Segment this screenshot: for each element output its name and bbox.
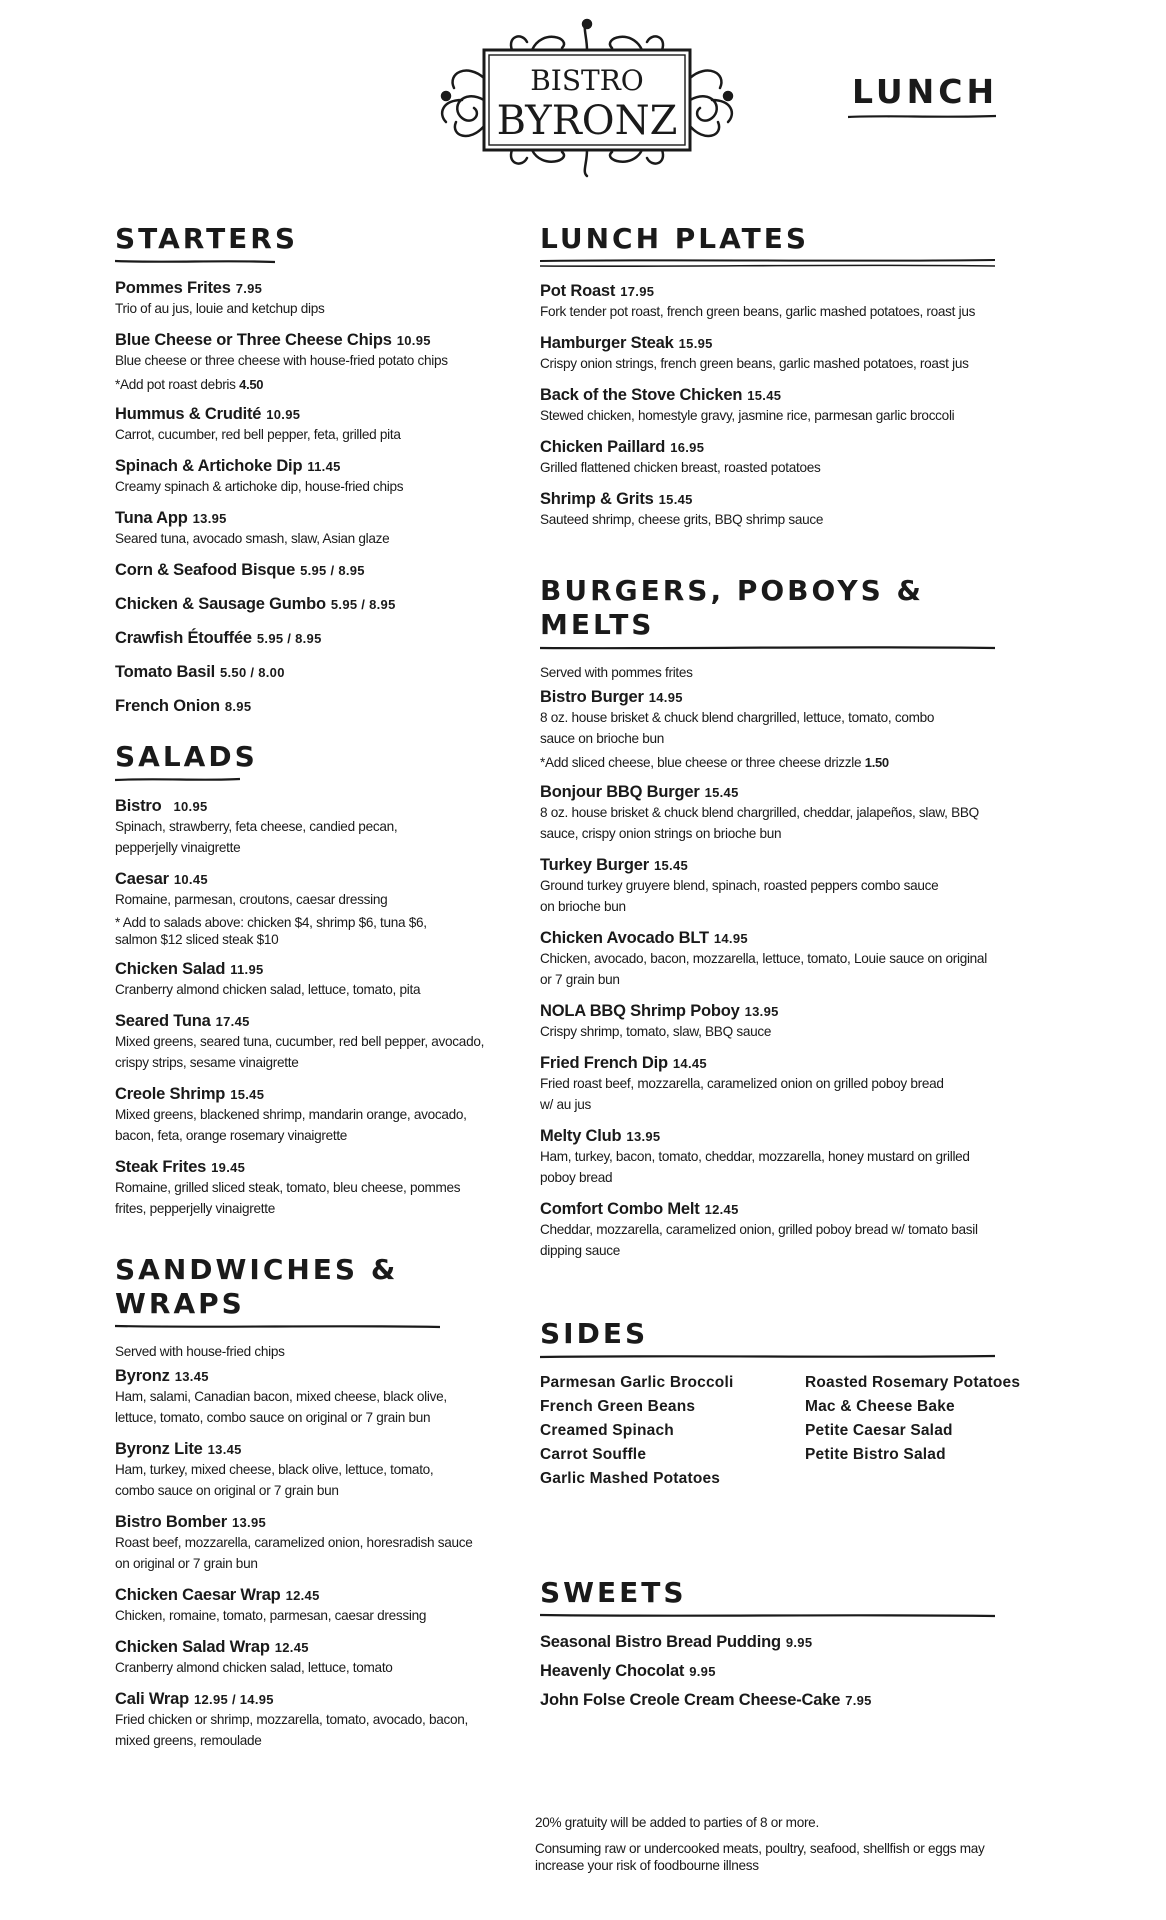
menu-item [115, 331, 495, 393]
menu-item [540, 783, 1010, 844]
menu-item [540, 1662, 1010, 1681]
menu-item [540, 929, 1010, 990]
menu-item [115, 1158, 495, 1219]
sides-title: SIDES [540, 1317, 649, 1350]
item-name: Pot Roast [540, 282, 616, 300]
item-desc: Ham, salami, Canadian bacon, mixed cheese, black olive, lettuce, tomato, combo sauce on original or 7 grain bun [115, 1389, 447, 1425]
item-name: NOLA BBQ Shrimp Poboy [540, 1002, 740, 1020]
menu-item [115, 1586, 495, 1626]
item-name: Melty Club [540, 1127, 622, 1145]
burgers-title: BURGERS, POBOYS & MELTS [540, 574, 924, 641]
item-name: Caesar [115, 870, 169, 888]
sandwiches-title: SANDWICHES & WRAPS [115, 1253, 399, 1320]
section-underline [115, 1323, 440, 1330]
item-desc: Trio of au jus, louie and ketchup dips [115, 301, 325, 316]
lunch-plates-section [540, 222, 1010, 530]
menu-item [115, 870, 495, 948]
item-desc: Cranberry almond chicken salad, lettuce, tomato [115, 1660, 393, 1675]
item-price: 8.95 [224, 699, 252, 714]
item-desc: 8 oz. house brisket & chuck blend chargrilled, lettuce, tomato, combo sauce on brioche bun [540, 710, 935, 746]
side-item: Petite Caesar Salad [805, 1422, 953, 1439]
item-desc: Chicken, romaine, tomato, parmesan, caesar dressing [115, 1608, 427, 1623]
sweets-title: SWEETS [540, 1576, 687, 1609]
menu-item [540, 438, 1010, 478]
menu-item [540, 1054, 1010, 1115]
sides-section [540, 1317, 1021, 1488]
item-desc: Ham, turkey, bacon, tomato, cheddar, mozzarella, honey mustard on grilled poboy bread [540, 1149, 970, 1185]
menu-item [115, 1513, 495, 1574]
item-name: Fried French Dip [540, 1054, 668, 1072]
item-price: 14.45 [672, 1056, 707, 1071]
item-desc: Crispy onion strings, french green beans, garlic mashed potatoes, roast jus [540, 356, 969, 371]
item-price: 13.45 [174, 1369, 209, 1384]
item-name: Back of the Stove Chicken [540, 386, 743, 404]
menu-title: LUNCH [852, 72, 999, 111]
section-underline [540, 644, 995, 651]
item-price: 7.95 [235, 281, 263, 296]
item-name: Bistro [115, 797, 162, 815]
item-name: Heavenly Chocolat [540, 1662, 685, 1680]
menu-item [115, 1012, 495, 1073]
section-underline [540, 258, 995, 268]
menu-item [115, 405, 495, 445]
item-desc: Roast beef, mozzarella, caramelized onion, horesradish sauce on original or 7 grain bun [115, 1535, 473, 1571]
note-text: *Add sliced cheese, blue cheese or three cheese drizzle [540, 755, 862, 770]
item-note [115, 376, 495, 393]
item-price: 9.95 [785, 1635, 813, 1650]
item-price: 17.95 [620, 284, 655, 299]
lunch-plates-title: LUNCH PLATES [540, 222, 809, 255]
menu-item [115, 629, 495, 648]
side-item: Garlic Mashed Potatoes [540, 1470, 721, 1487]
item-price: 5.50 / 8.00 [219, 665, 285, 680]
item-name: Chicken & Sausage Gumbo [115, 595, 326, 613]
item-price: 13.95 [192, 511, 227, 526]
menu-item [115, 1085, 495, 1146]
item-desc: Mixed greens, blackened shrimp, mandarin orange, avocado, bacon, feta, orange rosemary vinaigrette [115, 1107, 467, 1143]
section-underline [540, 1612, 995, 1619]
logo-line2: BYRONZ [496, 98, 678, 144]
item-name: Comfort Combo Melt [540, 1200, 700, 1218]
item-price: 15.45 [230, 1087, 265, 1102]
item-price: 14.95 [713, 931, 748, 946]
gratuity-note: 20% gratuity will be added to parties of 8 or more. [535, 1815, 819, 1830]
menu-item [115, 797, 495, 858]
note-text: *Add pot roast debris [115, 377, 236, 392]
item-price: 15.45 [653, 858, 689, 873]
item-desc: Cranberry almond chicken salad, lettuce, tomato, pita [115, 982, 421, 997]
note-price: 4.50 [239, 377, 264, 392]
item-desc: Fork tender pot roast, french green beans, garlic mashed potatoes, roast jus [540, 304, 976, 319]
item-name: French Onion [115, 697, 220, 715]
item-price: 10.95 [266, 407, 301, 422]
sweets-section [540, 1576, 1010, 1710]
item-name: Tuna App [115, 509, 188, 527]
menu-item [115, 457, 495, 497]
menu-item [115, 1690, 495, 1751]
section-underline [115, 776, 240, 783]
item-price: 12.95 / 14.95 [194, 1692, 274, 1707]
side-item: Parmesan Garlic Broccoli [540, 1374, 734, 1391]
item-desc: Ham, turkey, mixed cheese, black olive, lettuce, tomato, combo sauce on original or 7 grain bun [115, 1462, 434, 1498]
item-desc: Spinach, strawberry, feta cheese, candied pecan, pepperjelly vinaigrette [115, 819, 398, 855]
item-price: 14.95 [648, 690, 683, 705]
menu-item [115, 595, 495, 614]
item-price: 9.95 [689, 1664, 716, 1679]
item-desc: Cheddar, mozzarella, caramelized onion, grilled poboy bread w/ tomato basil dipping sauce [540, 1222, 978, 1258]
menu-item [115, 1638, 495, 1678]
item-price: 15.95 [678, 336, 713, 351]
item-desc: Fried roast beef, mozzarella, caramelized onion on grilled poboy bread w/ au jus [540, 1076, 944, 1112]
item-desc: Stewed chicken, homestyle gravy, jasmine rice, parmesan garlic broccoli [540, 408, 955, 423]
item-desc: Grilled flattened chicken breast, roasted potatoes [540, 460, 821, 475]
side-item: Roasted Rosemary Potatoes [805, 1374, 1021, 1391]
sandwiches-section [115, 1253, 495, 1751]
menu-item [540, 1002, 1010, 1042]
left-column [115, 222, 495, 1763]
item-name: Steak Frites [115, 1158, 207, 1176]
item-desc: Ground turkey gruyere blend, spinach, roasted peppers combo sauce on brioche bun [540, 878, 939, 914]
item-name: Turkey Burger [540, 856, 649, 874]
menu-item [540, 856, 1010, 917]
item-name: John Folse Creole Cream Cheese-Cake [540, 1691, 841, 1709]
menu-item [115, 279, 495, 319]
item-price: 11.95 [230, 962, 264, 977]
served-with: Served with pommes frites [540, 665, 693, 680]
item-name: Shrimp & Grits [540, 490, 654, 508]
item-price: 7.95 [845, 1693, 872, 1708]
item-name: Chicken Salad [115, 960, 226, 978]
item-price: 12.45 [274, 1640, 309, 1655]
item-price: 11.45 [307, 459, 341, 474]
starters-section [115, 222, 495, 716]
item-price: 12.45 [704, 1202, 739, 1217]
logo-line1: BISTRO [530, 64, 644, 97]
item-price: 15.45 [747, 388, 782, 403]
item-desc: Romaine, grilled sliced steak, tomato, bleu cheese, pommes frites, pepperjelly vinaigrette [115, 1180, 461, 1216]
health-warning: Consuming raw or undercooked meats, poultry, seafood, shellfish or eggs may increase your risk of foodbourne illness [535, 1841, 985, 1873]
item-name: Byronz Lite [115, 1440, 203, 1458]
footer [535, 1814, 1015, 1874]
menu-item [540, 1691, 1010, 1710]
item-name: Seasonal Bistro Bread Pudding [540, 1633, 781, 1651]
menu-item [540, 1633, 1010, 1652]
item-price: 15.45 [704, 785, 739, 800]
menu-item [115, 509, 495, 549]
bistro-byronz-logo [432, 18, 742, 178]
side-item: Creamed Spinach [540, 1422, 674, 1439]
item-name: Chicken Paillard [540, 438, 666, 456]
item-name: Crawfish Étouffée [115, 629, 252, 647]
menu-item [115, 663, 495, 682]
note-price: 1.50 [864, 755, 889, 770]
section-underline [540, 1353, 995, 1360]
item-name: Blue Cheese or Three Cheese Chips [115, 331, 392, 349]
item-name: Bonjour BBQ Burger [540, 783, 700, 801]
menu-item [540, 1127, 1010, 1188]
item-name: Hummus & Crudité [115, 405, 262, 423]
item-price: 19.45 [211, 1160, 246, 1175]
salads-title: SALADS [115, 740, 258, 773]
item-price: 10.95 [396, 333, 431, 348]
item-name: Byronz [115, 1367, 170, 1385]
item-name: Corn & Seafood Bisque [115, 561, 296, 579]
side-item: Petite Bistro Salad [805, 1446, 946, 1463]
side-item: French Green Beans [540, 1398, 696, 1415]
burgers-section [540, 574, 1010, 1261]
item-name: Pommes Frites [115, 279, 231, 297]
item-note [540, 754, 1010, 771]
menu-item [540, 1200, 1010, 1261]
item-name: Seared Tuna [115, 1012, 211, 1030]
item-desc: Mixed greens, seared tuna, cucumber, red bell pepper, avocado, crispy strips, sesame vinaigrette [115, 1034, 485, 1070]
item-price: 13.45 [207, 1442, 242, 1457]
item-price: 13.95 [232, 1515, 267, 1530]
item-note: * Add to salads above: chicken $4, shrimp $6, tuna $6, salmon $12 sliced steak $10 [115, 915, 427, 947]
item-price: 12.45 [285, 1588, 320, 1603]
item-name: Creole Shrimp [115, 1085, 226, 1103]
item-desc: Seared tuna, avocado smash, slaw, Asian glaze [115, 531, 390, 546]
item-desc: Fried chicken or shrimp, mozzarella, tomato, avocado, bacon, mixed greens, remoulade [115, 1712, 468, 1748]
item-name: Chicken Salad Wrap [115, 1638, 270, 1656]
salads-section [115, 740, 495, 1219]
item-desc: Chicken, avocado, bacon, mozzarella, lettuce, tomato, Louie sauce on original or 7 grain bun [540, 951, 987, 987]
item-name: Cali Wrap [115, 1690, 189, 1708]
menu-item [540, 490, 1010, 530]
item-price: 10.45 [173, 872, 208, 887]
item-name: Tomato Basil [115, 663, 215, 681]
menu-item [540, 334, 1010, 374]
item-name: Hamburger Steak [540, 334, 674, 352]
item-price: 13.95 [626, 1129, 661, 1144]
item-desc: Sauteed shrimp, cheese grits, BBQ shrimp sauce [540, 512, 824, 527]
section-underline [115, 258, 275, 265]
item-price: 17.45 [215, 1014, 250, 1029]
starters-title: STARTERS [115, 222, 299, 255]
item-desc: 8 oz. house brisket & chuck blend chargrilled, cheddar, jalapeños, slaw, BBQ sauce, crispy onion strings on brioche bun [540, 805, 979, 841]
item-desc: Blue cheese or three cheese with house-fried potato chips [115, 353, 448, 368]
item-name: Bistro Burger [540, 688, 644, 706]
item-desc: Carrot, cucumber, red bell pepper, feta, grilled pita [115, 427, 401, 442]
item-price: 15.45 [658, 492, 693, 507]
item-desc: Creamy spinach & artichoke dip, house-fried chips [115, 479, 404, 494]
menu-item [115, 697, 495, 716]
item-price: 5.95 / 8.95 [300, 563, 365, 578]
title-underline [848, 114, 996, 119]
menu-item [115, 960, 495, 1000]
item-price: 5.95 / 8.95 [330, 597, 396, 612]
item-price: 5.95 / 8.95 [256, 631, 322, 646]
item-desc: Crispy shrimp, tomato, slaw, BBQ sauce [540, 1024, 772, 1039]
sides-list [540, 1374, 1021, 1488]
item-name: Chicken Avocado BLT [540, 929, 709, 947]
right-column [540, 222, 1021, 1720]
menu-item [540, 282, 1010, 322]
menu-item [115, 1367, 495, 1428]
item-price: 10.95 [173, 799, 208, 814]
item-name: Chicken Caesar Wrap [115, 1586, 281, 1604]
menu-item [540, 688, 1010, 771]
menu-item [115, 561, 495, 580]
side-item: Carrot Souffle [540, 1446, 647, 1463]
menu-item [540, 386, 1010, 426]
item-name: Bistro Bomber [115, 1513, 227, 1531]
side-item: Mac & Cheese Bake [805, 1398, 955, 1415]
item-name: Spinach & Artichoke Dip [115, 457, 303, 475]
item-price: 13.95 [744, 1004, 779, 1019]
item-price: 16.95 [670, 440, 705, 455]
item-desc: Romaine, parmesan, croutons, caesar dressing [115, 892, 388, 907]
menu-item [115, 1440, 495, 1501]
served-with: Served with house-fried chips [115, 1344, 285, 1359]
